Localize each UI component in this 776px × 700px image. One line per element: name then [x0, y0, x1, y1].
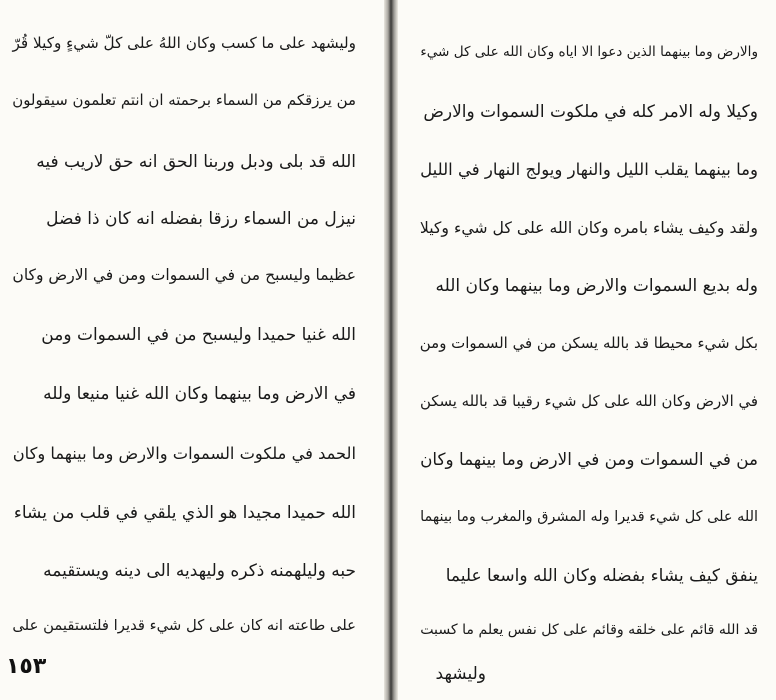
- text-line: في الارض وكان الله على كل شيء رقيبا قد بالله يسكن: [419, 392, 758, 410]
- text-line: نيزل من السماء رزقا بفضله انه كان ذا فضل: [46, 209, 356, 229]
- left-page-text: [0, 0, 384, 700]
- text-line: على طاعته انه كان على كل شيء قديرا فلتستقيمن على: [12, 617, 356, 634]
- text-line: والارض وما بينهما الذين دعوا الا اياه وكان الله على كل شيء: [420, 44, 758, 60]
- text-line: من في السموات ومن في الارض وما بينهما وكان: [420, 449, 758, 469]
- text-line: الله على كل شيء قديرا وله المشرق والمغرب وما بينهما: [420, 509, 758, 525]
- book-gutter: [384, 0, 398, 700]
- text-line: بكل شيء محيطا قد بالله يسكن من في السموات ومن: [419, 334, 758, 352]
- text-line: عظيما وليسبح من في السموات ومن في الارض وكان: [12, 266, 356, 284]
- text-line: في الارض وما بينهما وكان الله غنيا منيعا ولله: [43, 384, 356, 404]
- catchword: وليشهد: [435, 664, 486, 684]
- text-line: وليشهد على ما كسب وكان اللهُ على كلّ شيءٍ وكيلا قُرّ: [12, 34, 356, 52]
- text-line: قد الله قائم على خلقه وقائم على كل نفس يعلم ما كسبت: [420, 622, 758, 638]
- text-line: الله غنيا حميدا وليسبح من في السموات ومن: [41, 325, 356, 345]
- text-line: الله حميدا مجيدا هو الذي يلقي في قلب من يشاء: [13, 503, 356, 523]
- text-line: حبه وليلهمنه ذكره وليهديه الى دينه ويستقيمه: [43, 561, 356, 581]
- text-line: من يرزقكم من السماء برحمته ان انتم تعلمون سيقولون: [12, 91, 356, 109]
- text-line: ينفق كيف يشاء بفضله وكان الله واسعا عليما: [445, 566, 758, 586]
- page-number: ١٥٣: [6, 654, 47, 679]
- text-line: الحمد في ملكوت السموات والارض وما بينهما وكان: [12, 444, 356, 463]
- right-page-text: [398, 0, 776, 700]
- text-line: وله بديع السموات والارض وما بينهما وكان الله: [435, 276, 758, 296]
- right-page: [398, 0, 776, 700]
- text-line: ولقد وكيف يشاء بامره وكان الله على كل شيء وكيلا: [419, 218, 758, 237]
- text-line: وكيلا وله الامر كله في ملكوت السموات والارض: [423, 102, 758, 122]
- left-page: [0, 0, 384, 700]
- text-line: الله قد بلى ودبل وربنا الحق انه حق لاريب فيه: [36, 152, 356, 172]
- text-line: وما بينهما يقلب الليل والنهار ويولج النهار في الليل: [420, 160, 758, 179]
